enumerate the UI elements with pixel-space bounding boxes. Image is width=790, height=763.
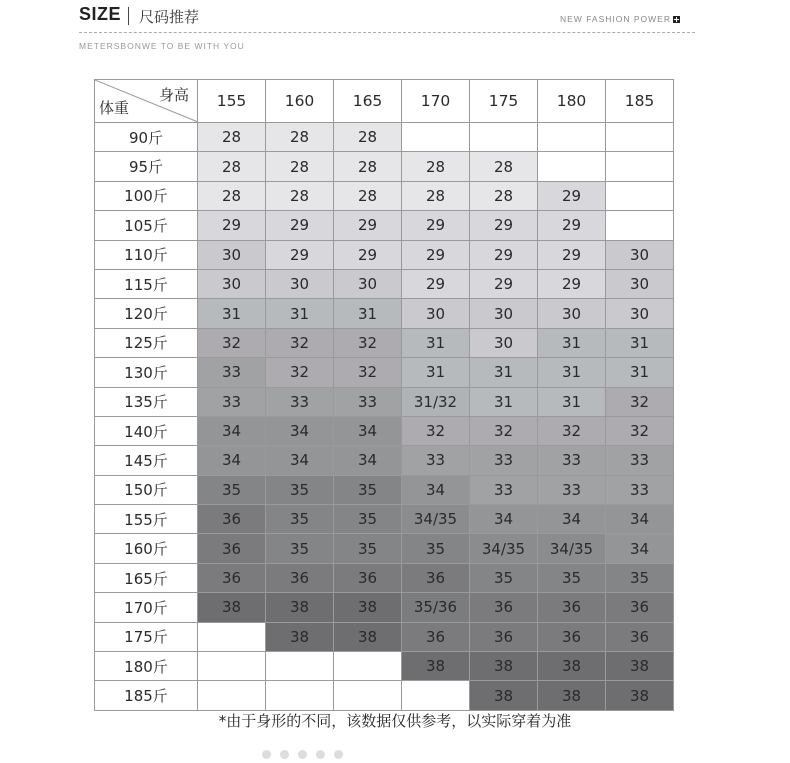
weight-cell: 135斤 <box>95 387 198 416</box>
size-cell: 38 <box>266 593 334 622</box>
size-cell: 28 <box>198 152 266 181</box>
brand-subtitle: METERSBONWE TO BE WITH YOU <box>79 41 245 51</box>
size-cell: 30 <box>198 240 266 269</box>
size-cell: 38 <box>402 652 470 681</box>
size-cell: 36 <box>266 563 334 592</box>
size-cell: 29 <box>198 211 266 240</box>
table-row <box>95 622 674 651</box>
size-cell: 36 <box>538 593 606 622</box>
height-header-170: 170 <box>402 80 470 123</box>
size-cell: 30 <box>606 240 674 269</box>
table-row <box>95 181 674 210</box>
size-cell <box>606 152 674 181</box>
size-cell <box>538 123 606 152</box>
height-header-160: 160 <box>266 80 334 123</box>
brand-tag-text: NEW FASHION POWER <box>560 14 671 24</box>
weight-cell: 150斤 <box>95 475 198 504</box>
size-cell: 35 <box>266 534 334 563</box>
weight-cell: 140斤 <box>95 416 198 445</box>
size-cell: 38 <box>538 652 606 681</box>
size-cell: 30 <box>606 269 674 298</box>
size-cell: 35 <box>606 563 674 592</box>
size-cell: 30 <box>470 299 538 328</box>
weight-cell: 160斤 <box>95 534 198 563</box>
size-cell: 35 <box>266 475 334 504</box>
weight-cell: 100斤 <box>95 181 198 210</box>
table-row <box>95 211 674 240</box>
size-cell: 32 <box>470 416 538 445</box>
table-row <box>95 652 674 681</box>
size-cell: 38 <box>266 622 334 651</box>
size-cell: 32 <box>334 328 402 357</box>
size-cell: 31 <box>402 328 470 357</box>
size-cell: 29 <box>470 269 538 298</box>
size-cell: 34 <box>334 446 402 475</box>
size-cell: 32 <box>334 358 402 387</box>
size-cell <box>266 652 334 681</box>
weight-cell: 115斤 <box>95 269 198 298</box>
size-cell: 29 <box>402 240 470 269</box>
height-header-155: 155 <box>198 80 266 123</box>
dot <box>298 750 307 759</box>
weight-cell: 90斤 <box>95 123 198 152</box>
size-cell: 28 <box>334 123 402 152</box>
dot <box>316 750 325 759</box>
size-cell: 31 <box>606 358 674 387</box>
size-cell: 31/32 <box>402 387 470 416</box>
size-cell: 33 <box>606 446 674 475</box>
size-cell: 34 <box>266 446 334 475</box>
height-header-165: 165 <box>334 80 402 123</box>
size-cell: 36 <box>402 563 470 592</box>
size-cell: 38 <box>470 652 538 681</box>
weight-cell: 110斤 <box>95 240 198 269</box>
size-cell: 35 <box>334 475 402 504</box>
table-row <box>95 328 674 357</box>
size-cell: 28 <box>266 181 334 210</box>
size-cell: 36 <box>470 622 538 651</box>
size-cell: 38 <box>538 681 606 710</box>
size-cell: 38 <box>470 681 538 710</box>
title-divider <box>128 7 129 25</box>
size-cell: 30 <box>606 299 674 328</box>
size-cell: 28 <box>334 181 402 210</box>
size-cell: 29 <box>538 211 606 240</box>
size-cell: 32 <box>198 328 266 357</box>
size-cell: 33 <box>198 387 266 416</box>
table-row <box>95 681 674 710</box>
size-cell <box>606 123 674 152</box>
size-cell <box>606 181 674 210</box>
size-cell: 33 <box>334 387 402 416</box>
table-row <box>95 240 674 269</box>
size-cell: 34 <box>606 534 674 563</box>
dot <box>262 750 271 759</box>
size-cell: 33 <box>266 387 334 416</box>
table-row <box>95 269 674 298</box>
table-row <box>95 123 674 152</box>
size-cell: 30 <box>538 299 606 328</box>
size-cell: 33 <box>538 475 606 504</box>
dot <box>280 750 289 759</box>
weight-cell: 185斤 <box>95 681 198 710</box>
size-cell: 32 <box>538 416 606 445</box>
size-cell: 36 <box>606 622 674 651</box>
size-cell: 31 <box>470 358 538 387</box>
size-cell: 35 <box>334 534 402 563</box>
weight-cell: 180斤 <box>95 652 198 681</box>
size-cell: 34/35 <box>538 534 606 563</box>
table-row <box>95 299 674 328</box>
height-header-180: 180 <box>538 80 606 123</box>
table-row <box>95 387 674 416</box>
size-cell: 31 <box>538 328 606 357</box>
size-cell: 29 <box>538 240 606 269</box>
size-cell: 36 <box>198 534 266 563</box>
size-cell: 38 <box>334 622 402 651</box>
weight-cell: 125斤 <box>95 328 198 357</box>
size-cell: 30 <box>470 328 538 357</box>
size-cell <box>334 652 402 681</box>
header-row <box>95 80 674 123</box>
size-cell: 34/35 <box>470 534 538 563</box>
size-cell: 34 <box>198 446 266 475</box>
size-cell <box>402 123 470 152</box>
size-title: SIZE <box>79 4 122 24</box>
size-cell: 31 <box>402 358 470 387</box>
size-cell: 29 <box>334 211 402 240</box>
height-header-185: 185 <box>606 80 674 123</box>
size-cell: 28 <box>266 152 334 181</box>
size-cell: 28 <box>470 181 538 210</box>
size-cell: 29 <box>402 269 470 298</box>
size-cell: 35 <box>470 563 538 592</box>
size-cell: 35 <box>402 534 470 563</box>
decorative-dots <box>262 744 382 750</box>
size-cell: 34/35 <box>402 505 470 534</box>
size-cell: 38 <box>606 681 674 710</box>
size-cell: 36 <box>470 593 538 622</box>
size-cell <box>266 681 334 710</box>
size-cell: 30 <box>266 269 334 298</box>
size-cell <box>198 681 266 710</box>
size-cell: 35 <box>334 505 402 534</box>
size-cell: 31 <box>470 387 538 416</box>
weight-cell: 105斤 <box>95 211 198 240</box>
size-cell: 29 <box>470 240 538 269</box>
height-header-175: 175 <box>470 80 538 123</box>
size-cell: 28 <box>402 181 470 210</box>
size-cell: 29 <box>470 211 538 240</box>
size-cell: 36 <box>538 622 606 651</box>
size-cell: 38 <box>606 652 674 681</box>
size-cell: 32 <box>266 328 334 357</box>
disclaimer-note: *由于身形的不同，该数据仅供参考，以实际穿着为准 <box>218 712 572 730</box>
weight-cell: 130斤 <box>95 358 198 387</box>
table-row <box>95 416 674 445</box>
size-cell: 34 <box>266 416 334 445</box>
dashed-divider <box>79 32 695 33</box>
size-cell: 31 <box>198 299 266 328</box>
size-cell: 29 <box>538 269 606 298</box>
size-cell: 30 <box>334 269 402 298</box>
size-cell: 35 <box>538 563 606 592</box>
size-cell <box>470 123 538 152</box>
size-cell: 28 <box>198 181 266 210</box>
size-cell <box>606 211 674 240</box>
weight-cell: 155斤 <box>95 505 198 534</box>
weight-cell: 175斤 <box>95 622 198 651</box>
size-cell: 32 <box>606 416 674 445</box>
table-row <box>95 505 674 534</box>
size-cell: 34 <box>538 505 606 534</box>
size-cell: 31 <box>538 387 606 416</box>
size-cell <box>334 681 402 710</box>
size-cell <box>198 622 266 651</box>
table-row <box>95 358 674 387</box>
size-cell: 36 <box>402 622 470 651</box>
table-row <box>95 563 674 592</box>
size-cell: 31 <box>538 358 606 387</box>
size-cell: 35/36 <box>402 593 470 622</box>
size-cell: 29 <box>538 181 606 210</box>
weight-cell: 120斤 <box>95 299 198 328</box>
weight-cell: 95斤 <box>95 152 198 181</box>
size-cell <box>198 652 266 681</box>
table-row <box>95 475 674 504</box>
size-cell: 31 <box>266 299 334 328</box>
size-chart-table <box>94 79 674 711</box>
size-cell: 33 <box>470 446 538 475</box>
size-cell: 34 <box>334 416 402 445</box>
size-cell: 33 <box>198 358 266 387</box>
size-cell: 30 <box>402 299 470 328</box>
size-cell: 33 <box>402 446 470 475</box>
size-cell <box>538 152 606 181</box>
size-cell: 33 <box>538 446 606 475</box>
size-cell: 29 <box>266 240 334 269</box>
size-cell: 28 <box>470 152 538 181</box>
size-cell: 31 <box>606 328 674 357</box>
size-cell: 29 <box>266 211 334 240</box>
size-cell: 38 <box>198 593 266 622</box>
size-recommendation-title: 尺码推荐 <box>139 8 200 26</box>
size-cell: 34 <box>402 475 470 504</box>
size-cell: 31 <box>334 299 402 328</box>
size-cell: 32 <box>266 358 334 387</box>
size-cell: 29 <box>334 240 402 269</box>
size-cell: 32 <box>606 387 674 416</box>
size-cell: 36 <box>334 563 402 592</box>
size-cell: 32 <box>402 416 470 445</box>
table-row <box>95 593 674 622</box>
table-row <box>95 534 674 563</box>
size-cell: 28 <box>402 152 470 181</box>
size-cell: 28 <box>198 123 266 152</box>
dot <box>334 750 343 759</box>
size-cell: 33 <box>606 475 674 504</box>
size-cell: 34 <box>470 505 538 534</box>
weight-cell: 145斤 <box>95 446 198 475</box>
weight-label: 体重 <box>99 99 130 117</box>
size-cell: 36 <box>606 593 674 622</box>
weight-cell: 165斤 <box>95 563 198 592</box>
size-cell: 34 <box>198 416 266 445</box>
size-cell: 36 <box>198 505 266 534</box>
size-cell: 30 <box>198 269 266 298</box>
size-cell: 29 <box>402 211 470 240</box>
height-label: 身高 <box>158 86 189 104</box>
plus-square-icon <box>673 16 680 23</box>
size-cell: 35 <box>198 475 266 504</box>
size-cell: 28 <box>334 152 402 181</box>
size-cell <box>402 681 470 710</box>
size-cell: 28 <box>266 123 334 152</box>
size-cell: 38 <box>334 593 402 622</box>
weight-cell: 170斤 <box>95 593 198 622</box>
brand-tag <box>560 14 680 24</box>
size-cell: 34 <box>606 505 674 534</box>
corner-cell <box>95 80 198 123</box>
table-row <box>95 446 674 475</box>
table-row <box>95 152 674 181</box>
size-cell: 35 <box>266 505 334 534</box>
size-cell: 36 <box>198 563 266 592</box>
size-cell: 33 <box>470 475 538 504</box>
